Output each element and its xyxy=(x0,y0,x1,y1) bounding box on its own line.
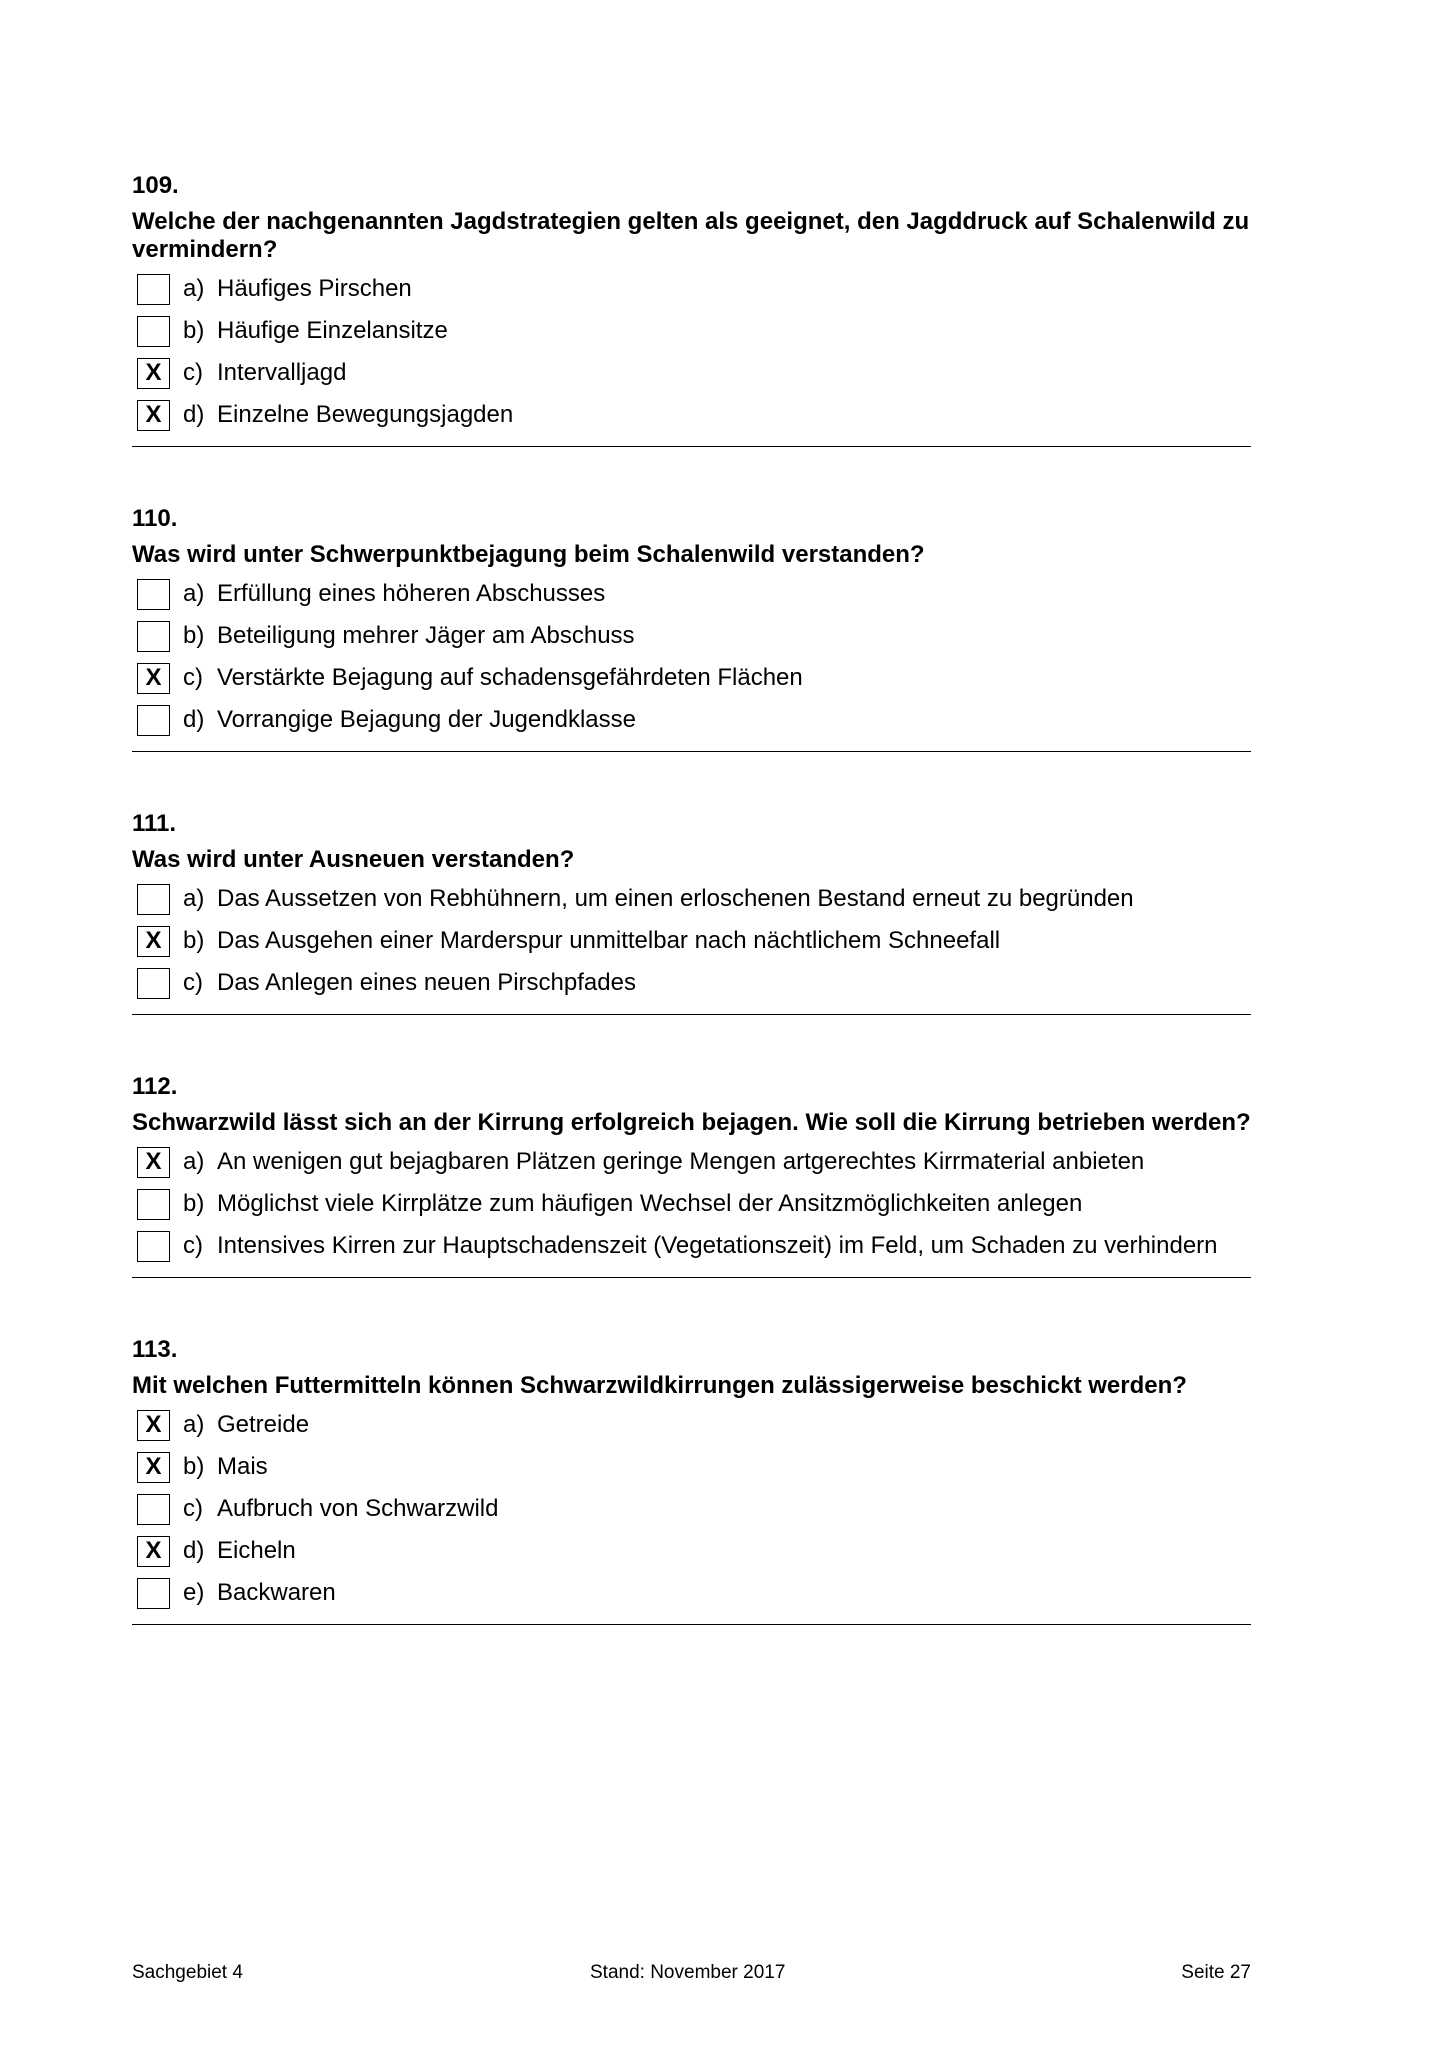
question-block xyxy=(132,1336,1251,1625)
answer-option xyxy=(132,878,1251,920)
answer-checkbox[interactable]: X xyxy=(137,926,170,957)
option-letter: b) xyxy=(183,927,205,954)
answer-option xyxy=(132,962,1251,1004)
answer-option xyxy=(132,1183,1251,1225)
option-text: Das Anlegen eines neuen Pirschpfades xyxy=(217,969,636,996)
answer-option xyxy=(132,352,1251,394)
answer-checkbox[interactable] xyxy=(137,274,170,305)
option-text: An wenigen gut bejagbaren Plätzen geringe Mengen artgerechtes Kirrmaterial anbieten xyxy=(217,1148,1145,1175)
question-block xyxy=(132,505,1251,752)
answer-option xyxy=(132,615,1251,657)
answer-checkbox[interactable]: X xyxy=(137,663,170,694)
question-number: 110. xyxy=(132,505,178,532)
question-spacer xyxy=(132,1278,1251,1336)
answer-option xyxy=(132,310,1251,352)
option-text: Eicheln xyxy=(217,1537,296,1564)
option-letter: d) xyxy=(183,1537,205,1564)
question-number: 111. xyxy=(132,810,177,837)
answer-option xyxy=(132,657,1251,699)
option-text: Mais xyxy=(217,1453,268,1480)
option-text: Intensives Kirren zur Hauptschadenszeit (Vegetationszeit) im Feld, um Schaden zu verhindern xyxy=(217,1232,1218,1259)
answer-checkbox[interactable]: X xyxy=(137,1410,170,1441)
option-text: Verstärkte Bejagung auf schadensgefährdeten Flächen xyxy=(217,664,803,691)
answer-option xyxy=(132,573,1251,615)
answer-option xyxy=(132,1530,1251,1572)
option-letter: c) xyxy=(183,1495,203,1522)
answer-checkbox[interactable]: X xyxy=(137,358,170,389)
option-text: Erfüllung eines höheren Abschusses xyxy=(217,580,606,607)
question-text: Mit welchen Futtermitteln können Schwarzwildkirrungen zulässigerweise beschickt werden? xyxy=(132,1372,1187,1399)
option-letter: a) xyxy=(183,580,205,607)
option-letter: d) xyxy=(183,401,205,428)
option-letter: b) xyxy=(183,622,205,649)
answer-options xyxy=(132,1141,1251,1267)
answer-options xyxy=(132,878,1251,1004)
option-letter: b) xyxy=(183,317,205,344)
option-text: Das Aussetzen von Rebhühnern, um einen erloschenen Bestand erneut zu begründen xyxy=(217,885,1134,912)
question-text: Was wird unter Schwerpunktbejagung beim Schalenwild verstanden? xyxy=(132,541,925,568)
option-letter: c) xyxy=(183,664,203,691)
answer-checkbox[interactable] xyxy=(137,316,170,347)
footer-page-number: Seite 27 xyxy=(1181,1962,1251,1983)
option-text: Häufige Einzelansitze xyxy=(217,317,448,344)
option-text: Einzelne Bewegungsjagden xyxy=(217,401,514,428)
question-block xyxy=(132,1073,1251,1278)
answer-checkbox[interactable]: X xyxy=(137,1536,170,1567)
option-text: Das Ausgehen einer Marderspur unmittelbar nach nächtlichem Schneefall xyxy=(217,927,1001,954)
option-text: Aufbruch von Schwarzwild xyxy=(217,1495,499,1522)
answer-option xyxy=(132,394,1251,436)
answer-options xyxy=(132,268,1251,436)
option-letter: a) xyxy=(183,1148,205,1175)
answer-checkbox[interactable] xyxy=(137,1231,170,1262)
footer-subject: Sachgebiet 4 xyxy=(132,1962,243,1983)
answer-option xyxy=(132,1488,1251,1530)
option-text: Backwaren xyxy=(217,1579,336,1606)
question-block xyxy=(132,172,1251,447)
question-list xyxy=(132,172,1251,1625)
option-letter: b) xyxy=(183,1190,205,1217)
option-letter: d) xyxy=(183,706,205,733)
question-spacer xyxy=(132,1015,1251,1073)
answer-checkbox[interactable]: X xyxy=(137,1147,170,1178)
option-letter: b) xyxy=(183,1453,205,1480)
footer-date: Stand: November 2017 xyxy=(590,1962,786,1983)
answer-option xyxy=(132,1404,1251,1446)
option-letter: a) xyxy=(183,885,205,912)
answer-options xyxy=(132,1404,1251,1614)
answer-option xyxy=(132,1225,1251,1267)
option-text: Beteiligung mehrer Jäger am Abschuss xyxy=(217,622,635,649)
option-text: Möglichst viele Kirrplätze zum häufigen Wechsel der Ansitzmöglichkeiten anlegen xyxy=(217,1190,1083,1217)
answer-checkbox[interactable] xyxy=(137,1189,170,1220)
option-letter: a) xyxy=(183,1411,205,1438)
option-text: Vorrangige Bejagung der Jugendklasse xyxy=(217,706,636,733)
option-letter: c) xyxy=(183,359,203,386)
option-letter: c) xyxy=(183,969,203,996)
option-letter: e) xyxy=(183,1579,205,1606)
answer-option xyxy=(132,920,1251,962)
answer-option xyxy=(132,699,1251,741)
answer-checkbox[interactable] xyxy=(137,1494,170,1525)
question-spacer xyxy=(132,752,1251,810)
answer-checkbox[interactable] xyxy=(137,1578,170,1609)
question-divider xyxy=(132,1624,1251,1625)
question-number: 109. xyxy=(132,172,179,199)
answer-checkbox[interactable] xyxy=(137,705,170,736)
answer-checkbox[interactable] xyxy=(137,884,170,915)
answer-options xyxy=(132,573,1251,741)
answer-option xyxy=(132,1572,1251,1614)
option-text: Getreide xyxy=(217,1411,310,1438)
answer-option xyxy=(132,1141,1251,1183)
option-letter: c) xyxy=(183,1232,203,1259)
answer-option xyxy=(132,268,1251,310)
question-text: Welche der nachgenannten Jagdstrategien gelten als geeignet, den Jagddruck auf Schalenwild zu vermindern? xyxy=(132,208,1250,263)
option-text: Intervalljagd xyxy=(217,359,347,386)
option-text: Häufiges Pirschen xyxy=(217,275,412,302)
answer-checkbox[interactable] xyxy=(137,621,170,652)
question-number: 112. xyxy=(132,1073,178,1100)
question-text: Was wird unter Ausneuen verstanden? xyxy=(132,846,575,873)
question-spacer xyxy=(132,447,1251,505)
question-number: 113. xyxy=(132,1336,178,1363)
question-text: Schwarzwild lässt sich an der Kirrung erfolgreich bejagen. Wie soll die Kirrung betrieben werden? xyxy=(132,1109,1251,1136)
answer-checkbox[interactable]: X xyxy=(137,1452,170,1483)
answer-checkbox[interactable] xyxy=(137,579,170,610)
answer-checkbox[interactable]: X xyxy=(137,400,170,431)
answer-checkbox[interactable] xyxy=(137,968,170,999)
option-letter: a) xyxy=(183,275,205,302)
answer-option xyxy=(132,1446,1251,1488)
question-block xyxy=(132,810,1251,1015)
